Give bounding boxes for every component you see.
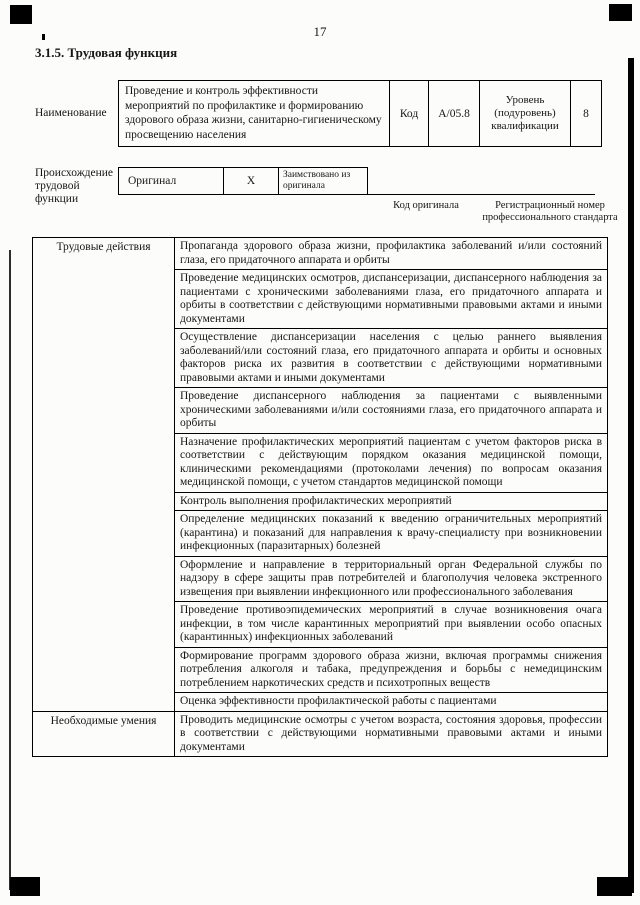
level-label-cell: Уровень (подуровень) квалификации: [479, 80, 571, 147]
code-label-cell: Код: [389, 80, 429, 147]
original-mark-cell: X: [223, 167, 279, 195]
origin-code-label: Код оригинала: [393, 200, 459, 211]
origin-label: Происхождение трудовой функции: [35, 167, 114, 205]
table-row: Осуществление диспансеризации населения с целью раннего выявления заболеваний/или состояний глаза, его придаточного аппарата и орбиты и основных факторов риска их развития в соответствии с действующими нормативными правовыми актами и иными документами: [175, 329, 607, 388]
labor-actions-section: [33, 238, 607, 712]
scan-artifact-bottom-left-icon: [10, 877, 40, 896]
function-name-block: [35, 80, 602, 147]
table-row: Проведение медицинских осмотров, диспансеризации, диспансерного наблюдения за пациентами с хроническими заболеваниями глаза, его придаточного аппарата и орбиты в соответствии с действующими нормативными правовыми актами и иными документами: [175, 270, 607, 329]
scan-artifact-bottom-right-icon: [597, 877, 632, 896]
table-row: Формирование программ здорового образа жизни, включая программы снижения потребления алкоголя и табака, предупреждения и борьбы с немедицинским потреблением наркотических средств и психотропных веществ: [175, 648, 607, 694]
function-name-cell: Проведение и контроль эффективности мероприятий по профилактике и формированию здорового образа жизни, санитарно-гигиеническому просвещению населения: [118, 80, 390, 147]
scan-artifact-top-left-icon: [10, 5, 32, 24]
labor-function-table: [32, 237, 608, 757]
name-label: Наименование: [35, 107, 107, 120]
borrowed-cell: Заимствовано из оригинала: [278, 167, 368, 195]
registration-number-label: Регистрационный номер профессионального стандарта: [482, 200, 618, 223]
table-row: Назначение профилактических мероприятий пациентам с учетом факторов риска в соответствии с действующим порядком оказания медицинской помощи, клиническими рекомендациями (протоколами лечения) по вопросам оказания медицинской помощи, с учетом стандартов медицинской помощи: [175, 434, 607, 493]
scan-artifact-right-edge: [628, 58, 634, 893]
scan-artifact-top-right-icon: [609, 4, 632, 21]
labor-actions-label: Трудовые действия: [33, 238, 175, 711]
page-number: 17: [313, 24, 327, 39]
level-value-cell: 8: [570, 80, 602, 147]
required-skills-content: [175, 712, 607, 757]
section-heading: 3.1.5. Трудовая функция: [35, 45, 178, 60]
table-row: Проведение диспансерного наблюдения за пациентами с выявленными хроническими заболеваниями и/или состояниями глаза, его придаточного аппарата и орбиты: [175, 388, 607, 434]
code-value-cell: А/05.8: [428, 80, 480, 147]
table-row: Проводить медицинские осмотры с учетом возраста, состояния здоровья, профессии в соответствии с действующими нормативными правовыми актами и иными документами: [180, 713, 602, 753]
origin-table: [118, 167, 595, 195]
original-cell: Оригинал: [118, 167, 224, 195]
table-row: Контроль выполнения профилактических мероприятий: [175, 493, 607, 512]
table-row: Оформление и направление в территориальный орган Федеральной службы по надзору в сфере защиты прав потребителей и благополучия человека экстренного извещения при выявлении инфекционного или профессионального заболевания: [175, 557, 607, 603]
function-name-table: [118, 80, 602, 147]
labor-actions-content: [175, 238, 607, 711]
table-row: Оценка эффективности профилактической работы с пациентами: [180, 695, 497, 707]
required-skills-label: Необходимые умения: [33, 712, 175, 757]
scan-artifact-left-edge: [9, 250, 11, 890]
table-row: Пропаганда здорового образа жизни, профилактика заболеваний и/или состояний глаза, его придаточного аппарата и орбиты: [175, 238, 607, 270]
origin-extension-line: [367, 167, 595, 195]
table-row: Проведение противоэпидемических мероприятий в случае возникновения очага инфекции, в том числе карантинных мероприятий при выявлении особо опасных (карантинных) инфекционных заболеваний: [175, 602, 607, 648]
table-row: Определение медицинских показаний к введению ограничительных мероприятий (карантина) и показаний для направления к врачу-специалисту при возникновении инфекционных (паразитарных) болезней: [175, 511, 607, 557]
required-skills-section: [33, 712, 607, 757]
